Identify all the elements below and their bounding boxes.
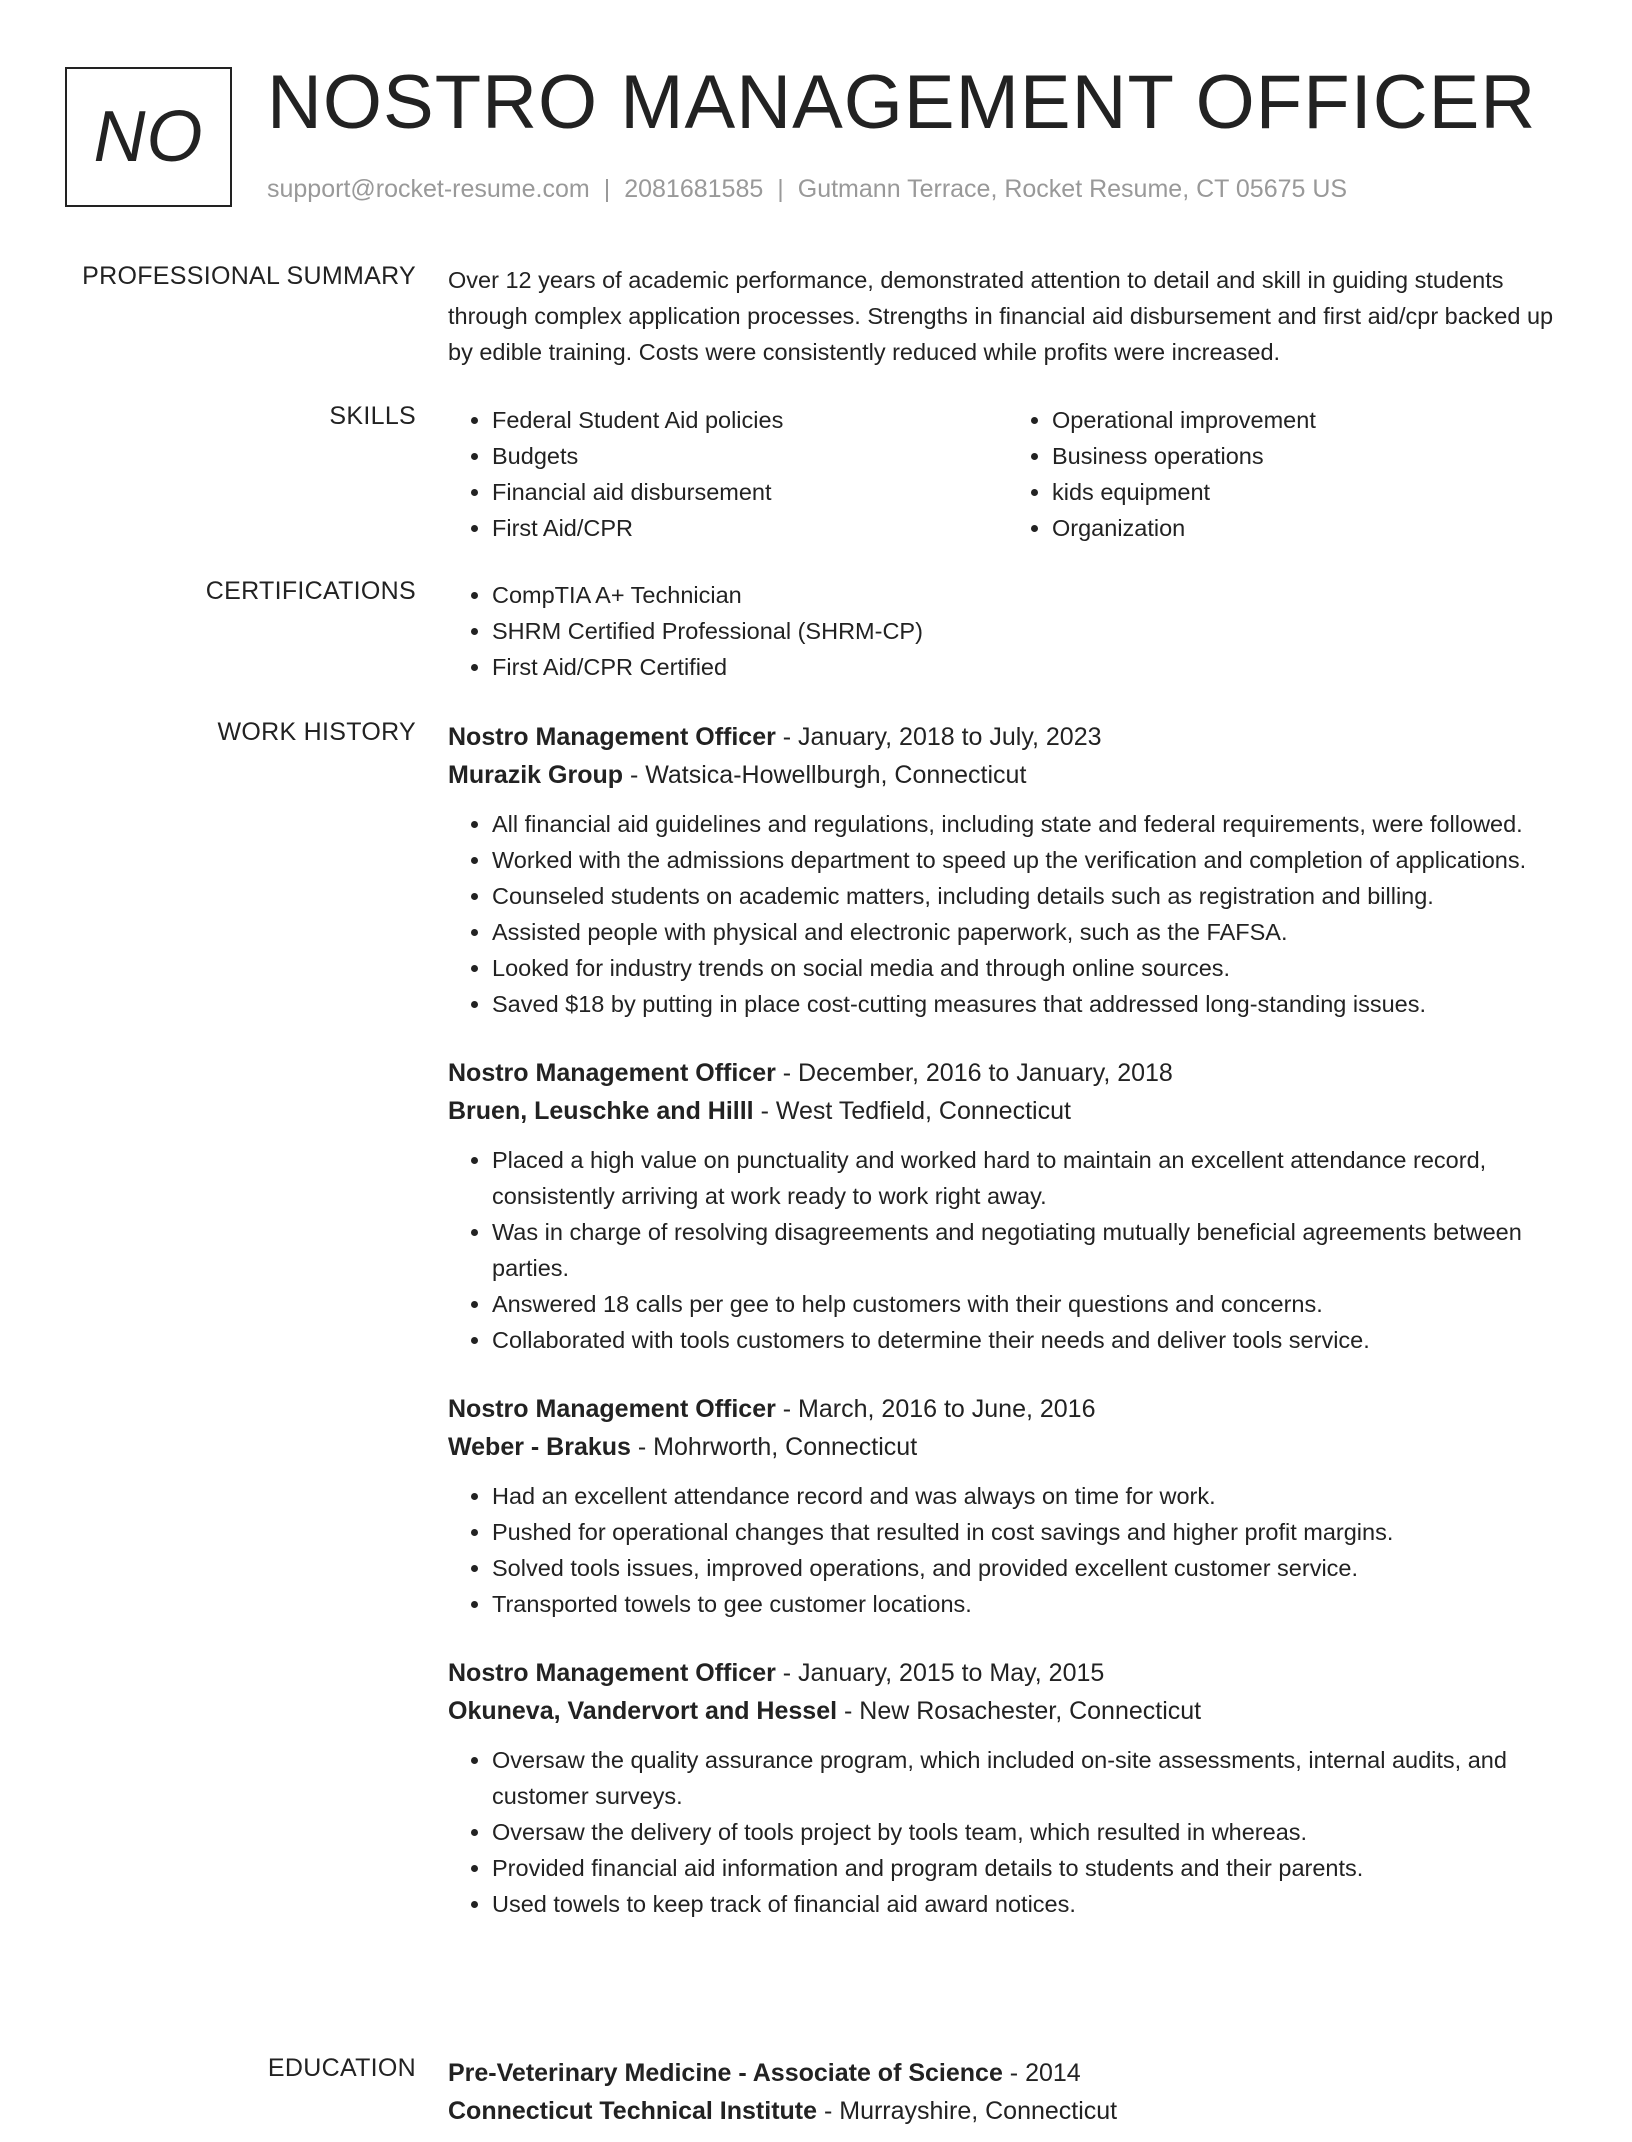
job-bullets bbox=[448, 1478, 1568, 1622]
job-bullet: • Solved tools issues, improved operations, and provided excellent customer service. bbox=[492, 1550, 1568, 1586]
job-company: Weber - Brakus bbox=[448, 1433, 631, 1461]
job-heading bbox=[448, 718, 1568, 756]
skill-item: • kids equipment bbox=[1052, 474, 1568, 510]
job-title: Nostro Management Officer bbox=[448, 1395, 776, 1423]
job-entry bbox=[448, 1390, 1568, 1622]
job-location: - Mohrworth, Connecticut bbox=[630, 1433, 918, 1461]
contact-phone[interactable]: 2081681585 bbox=[624, 175, 764, 203]
contact-separator: | bbox=[777, 175, 784, 203]
job-bullet: • Worked with the admissions department to speed up the verification and completion of applications. bbox=[492, 842, 1568, 878]
job-entry bbox=[448, 1654, 1568, 1922]
job-location: - New Rosachester, Connecticut bbox=[837, 1697, 1202, 1725]
section-label-education: EDUCATION bbox=[267, 2054, 416, 2082]
monogram-initials: NO bbox=[93, 97, 204, 177]
skill-item: • Federal Student Aid policies bbox=[492, 402, 1008, 438]
skill-item: • Budgets bbox=[492, 438, 1008, 474]
job-bullet: • Counseled students on academic matters, including details such as registration and billing. bbox=[492, 878, 1568, 914]
job-bullet: • Placed a high value on punctuality and worked hard to maintain an excellent attendance record, consistently arriving at work ready to work right away. bbox=[492, 1142, 1568, 1214]
job-dates: - January, 2018 to July, 2023 bbox=[775, 723, 1102, 751]
skill-item: • Operational improvement bbox=[1052, 402, 1568, 438]
job-employer-line bbox=[448, 1692, 1568, 1730]
section-label-work-history: WORK HISTORY bbox=[217, 718, 416, 746]
skill-item: • Organization bbox=[1052, 510, 1568, 546]
job-heading bbox=[448, 1390, 1568, 1428]
education-degree: Pre-Veterinary Medicine - Associate of Science bbox=[448, 2059, 1003, 2087]
section-label-summary: PROFESSIONAL SUMMARY bbox=[82, 262, 416, 290]
section-label-skills: SKILLS bbox=[329, 402, 416, 430]
job-bullets bbox=[448, 806, 1568, 1022]
job-bullet: • Provided financial aid information and program details to students and their parents. bbox=[492, 1850, 1568, 1886]
job-title: Nostro Management Officer bbox=[448, 1059, 776, 1087]
job-bullet: • Saved $18 by putting in place cost-cutting measures that addressed long-standing issues. bbox=[492, 986, 1568, 1022]
job-entry bbox=[448, 718, 1568, 1022]
education-heading bbox=[448, 2054, 1568, 2092]
contact-line bbox=[267, 175, 1347, 204]
job-heading bbox=[448, 1054, 1568, 1092]
job-company: Bruen, Leuschke and Hilll bbox=[448, 1097, 754, 1125]
job-bullet: • Collaborated with tools customers to determine their needs and deliver tools service. bbox=[492, 1322, 1568, 1358]
certification-item: • CompTIA A+ Technician bbox=[492, 577, 1568, 613]
job-bullet: • Was in charge of resolving disagreements and negotiating mutually beneficial agreements between parties. bbox=[492, 1214, 1568, 1286]
education-school: Connecticut Technical Institute bbox=[448, 2097, 818, 2125]
job-bullet: • Pushed for operational changes that resulted in cost savings and higher profit margins. bbox=[492, 1514, 1568, 1550]
job-bullet: • Looked for industry trends on social media and through online sources. bbox=[492, 950, 1568, 986]
job-bullets bbox=[448, 1742, 1568, 1922]
certification-item: • First Aid/CPR Certified bbox=[492, 649, 1568, 685]
job-heading bbox=[448, 1654, 1568, 1692]
job-company: Murazik Group bbox=[448, 761, 624, 789]
education-location: - Murrayshire, Connecticut bbox=[817, 2097, 1118, 2125]
job-bullet: • Used towels to keep track of financial aid award notices. bbox=[492, 1886, 1568, 1922]
job-bullet: • Had an excellent attendance record and was always on time for work. bbox=[492, 1478, 1568, 1514]
job-location: - West Tedfield, Connecticut bbox=[753, 1097, 1071, 1125]
contact-email[interactable]: support@rocket-resume.com bbox=[267, 175, 590, 203]
resume-title: NOSTRO MANAGEMENT OFFICER bbox=[267, 60, 1537, 145]
job-dates: - December, 2016 to January, 2018 bbox=[775, 1059, 1173, 1087]
job-bullet: • Answered 18 calls per gee to help customers with their questions and concerns. bbox=[492, 1286, 1568, 1322]
job-company: Okuneva, Vandervort and Hessel bbox=[448, 1697, 838, 1725]
job-bullet: • Assisted people with physical and electronic paperwork, such as the FAFSA. bbox=[492, 914, 1568, 950]
skills-list-right bbox=[1008, 402, 1568, 546]
summary-text: Over 12 years of academic performance, demonstrated attention to detail and skill in guiding students through complex application processes. Strengths in financial aid disbursement and first aid/cpr backed up by edible training. Costs were consistently reduced while profits were increased. bbox=[448, 267, 1554, 365]
skill-item: • First Aid/CPR bbox=[492, 510, 1008, 546]
job-employer-line bbox=[448, 1428, 1568, 1466]
education-year: - 2014 bbox=[1002, 2059, 1081, 2087]
monogram-box bbox=[65, 67, 232, 207]
job-title: Nostro Management Officer bbox=[448, 723, 776, 751]
job-bullet: • Oversaw the quality assurance program, which included on-site assessments, internal audits, and customer surveys. bbox=[492, 1742, 1568, 1814]
job-bullet: • Oversaw the delivery of tools project by tools team, which resulted in whereas. bbox=[492, 1814, 1568, 1850]
section-label-certifications: CERTIFICATIONS bbox=[205, 577, 416, 605]
job-dates: - January, 2015 to May, 2015 bbox=[775, 1659, 1105, 1687]
job-employer-line bbox=[448, 1092, 1568, 1130]
skill-item: • Business operations bbox=[1052, 438, 1568, 474]
job-bullet: • All financial aid guidelines and regulations, including state and federal requirements, were followed. bbox=[492, 806, 1568, 842]
job-entry bbox=[448, 1054, 1568, 1358]
job-dates: - March, 2016 to June, 2016 bbox=[775, 1395, 1096, 1423]
contact-address: Gutmann Terrace, Rocket Resume, CT 05675 US bbox=[797, 175, 1348, 203]
certifications-list bbox=[448, 577, 1568, 685]
job-bullets bbox=[448, 1142, 1568, 1358]
contact-separator: | bbox=[603, 175, 611, 203]
job-employer-line bbox=[448, 756, 1568, 794]
job-title: Nostro Management Officer bbox=[448, 1659, 776, 1687]
skill-item: • Financial aid disbursement bbox=[492, 474, 1008, 510]
skills-list-left bbox=[448, 402, 1008, 546]
job-location: - Watsica-Howellburgh, Connecticut bbox=[623, 761, 1027, 789]
certification-item: • SHRM Certified Professional (SHRM-CP) bbox=[492, 613, 1568, 649]
education-school-line bbox=[448, 2092, 1568, 2130]
job-bullet: • Transported towels to gee customer locations. bbox=[492, 1586, 1568, 1622]
